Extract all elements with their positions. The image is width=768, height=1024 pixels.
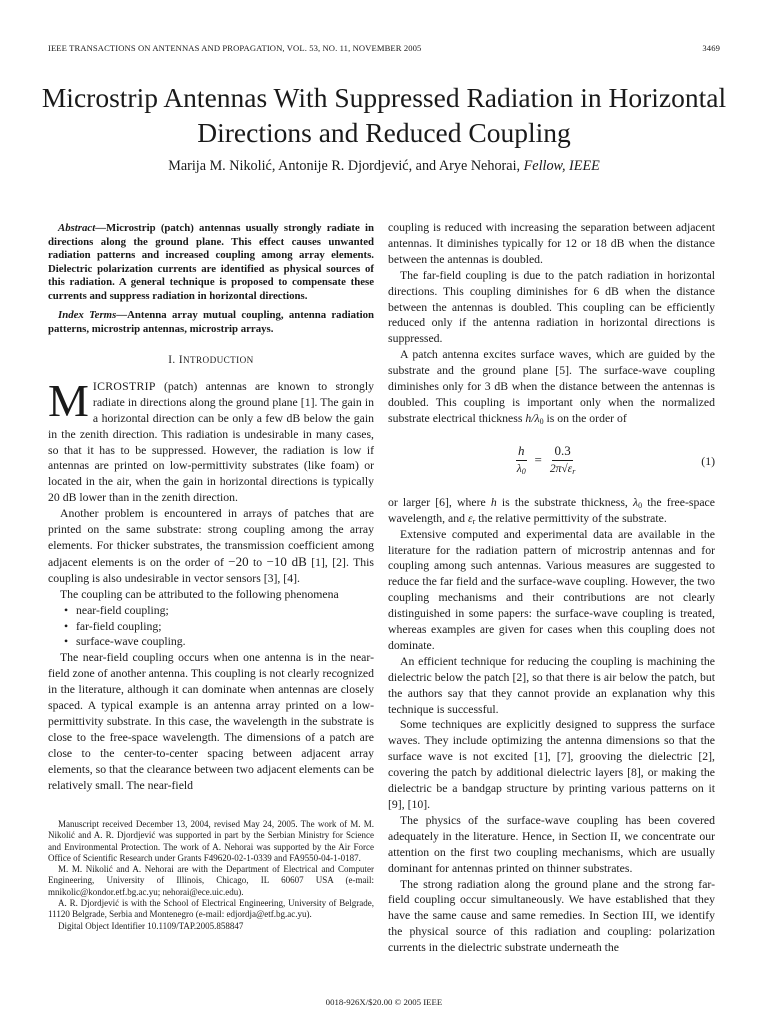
right-paragraph-4-text-c: the free-space wavelength, and	[388, 495, 715, 525]
math-minus-20: −20	[228, 553, 249, 569]
math-db-unit: dB	[286, 553, 307, 569]
intro-paragraph-3: The coupling can be attributed to the following phenomena	[60, 587, 339, 601]
author-grade: Fellow, IEEE	[523, 158, 600, 174]
section-numeral: I. I	[168, 354, 183, 366]
author-names: Marija M. Nikolić, Antonije R. Djordjević, and Arye Nehorai,	[168, 158, 521, 174]
intro-paragraph-1-text: (patch) antennas are known to strongly radiate in directions along the ground plane [1]. The gain in a horizontal direction can be only a few dB below the gain in the zenith direction. This radiation is undesirable in many cases, so that it has to be suppressed. However, the radiation is low if antennas are printed on low-permittivity substrates (like foam) or located in the air, when the gain in horizontal directions is typically 20 dB lower than in the zenith direction.	[48, 379, 374, 505]
right-paragraph-7: Some techniques are explicitly designed to suppress the surface waves. They include optimizing the antenna dimensions so that the surface wave is not excited [1], [7], grooving the dielectric [2], covering the patch by additional dielectric layers [8], or making the dielectric be a bandgap structure by printing various patterns on it [9], [10].	[388, 718, 715, 811]
section-heading-introduction	[48, 353, 374, 369]
equation-lhs-numerator: h	[516, 443, 527, 461]
intro-capitalized-word: ICROSTRIP	[92, 379, 156, 393]
equation-rhs-fraction	[550, 443, 575, 478]
equation-lhs-fraction	[516, 443, 527, 478]
abstract-label: Abstract	[58, 222, 96, 234]
right-paragraph-6: An efficient technique for reducing the coupling is machining the dielectric below the patch [2], so that there is air below the patch, but the authors say that they cannot provide an explanation why this technique is successful.	[388, 654, 715, 716]
footnote-affiliation-2: A. R. Djordjević is with the School of Electrical Engineering, University of Belgrade, 11120 Belgrade, Serbia and Montenegro (e-mail: edjordja@etf.bg.ac.yu).	[48, 898, 374, 920]
intro-paragraph-2	[48, 506, 374, 587]
equation-epsilon-subscript: r	[572, 466, 576, 476]
equation-rhs-denominator	[550, 461, 575, 478]
abstract-separator: —	[95, 222, 106, 234]
author-line	[40, 158, 728, 175]
intro-paragraph-1	[48, 374, 374, 506]
abstract-text: Microstrip (patch) antennas usually strongly radiate in directions along the ground plane. This effect causes unwanted radiation patterns and increased coupling among array elements. Dielectric polarization currents are identified as physical sources of this radiation. A general technique is proposed to compensate these currents and suppress radiation in horizontal directions.	[48, 222, 374, 302]
right-paragraph-3-text-b: is on the order of	[543, 411, 627, 425]
right-paragraph-4-text-a: or larger [6], where	[388, 495, 491, 509]
equation-two-pi: 2π	[549, 462, 562, 475]
left-column	[48, 220, 374, 793]
footnote-manuscript: Manuscript received December 13, 2004, revised May 24, 2005. The work of M. M. Nikolić and A. R. Djordjević was supported in part by the Serbian Ministry for Science and Environmental Protection. The work of A. Nehorai was supported by the Air Force Office of Scientific Research under Grants F49620-02-1-0339 and FA9550-04-1-0187.	[48, 819, 374, 863]
math-epsilon: ε	[467, 511, 473, 525]
copyright-line: 0018-926X/$20.00 © 2005 IEEE	[325, 997, 443, 1007]
equation-number: (1)	[701, 454, 715, 468]
right-paragraph-4	[388, 495, 715, 527]
right-paragraph-9: The strong radiation along the ground plane and the strong far-field coupling occur simultaneously. We have established that they have the same cause and same remedies. In Section III, we identify the physical source of this radiation and coupling: polarization currents in the dielectric substrate underneath the	[388, 877, 715, 955]
equation-1	[388, 441, 715, 485]
index-terms-label: Index Terms	[58, 309, 117, 321]
section-heading-smallcaps: NTRODUCTION	[182, 355, 254, 365]
intro-paragraph-2-text-a: Another problem is encountered in arrays of patches that are printed on the same substrate: strong coupling among the array elements. For thicker substrates, the transmission coefficient among adjacent elements is on the order of	[48, 507, 374, 569]
list-item: • far-field coupling;	[64, 619, 374, 635]
math-minus-10: −10	[266, 553, 287, 569]
equation-lambda: λ	[516, 462, 522, 475]
list-item: • surface-wave coupling.	[64, 634, 374, 650]
math-h: h	[490, 495, 497, 509]
coupling-list	[48, 603, 374, 651]
equation-lambda-subscript: 0	[521, 466, 526, 476]
math-epsilon-subscript: r	[472, 516, 476, 526]
page-number: 3469	[702, 43, 720, 53]
right-column	[388, 220, 715, 956]
intro-paragraph-4: The near-field coupling occurs when one antenna is in the near-field zone of another antenna. This coupling is not clearly recognized in the literature, although it can dominate when antennas are closely spaced. A typical example is an antenna array printed on a low-permittivity substrate. In this case, the wavelength in the substrate is close to the free-space wavelength. The dimensions of a patch are close to the center-to-center spacing between adjacent array elements, so that the clearance between two adjacent elements can be relatively small. The near-field	[48, 651, 374, 792]
right-paragraph-3	[388, 347, 715, 427]
math-h-over-lambda: h/λ	[525, 411, 540, 425]
index-terms-separator: —	[116, 309, 128, 321]
index-terms-text: Antenna array mutual coupling, antenna radiation patterns, microstrip antennas, microstrip arrays.	[48, 309, 374, 335]
right-paragraph-4-text-d: the relative permittivity of the substrate.	[475, 511, 667, 525]
journal-header: IEEE TRANSACTIONS ON ANTENNAS AND PROPAGATION, VOL. 53, NO. 11, NOVEMBER 2005	[48, 43, 422, 53]
paper-title: Microstrip Antennas With Suppressed Radiation in Horizontal Directions and Reduced Coupling	[41, 82, 727, 148]
list-item: • near-field coupling;	[64, 603, 374, 619]
abstract	[48, 222, 374, 303]
equation-lhs-denominator	[517, 461, 526, 478]
equation-rhs-numerator: 0.3	[552, 443, 572, 461]
equation-body	[512, 443, 579, 478]
footnote-affiliation-1: M. M. Nikolić and A. Nehorai are with the Department of Electrical and Computer Engineering, University of Illinois, Chicago, IL 60607 USA (e-mail: mnikolic@kondor.etf.bg.ac.yu; nehorai@ece.uic.edu).	[48, 864, 374, 897]
math-lambda: λ	[633, 495, 639, 509]
math-lambda-subscript: 0	[638, 500, 643, 510]
intro-paragraph-2-text-b: [1], [2]. This coupling is also undesirable in vector sensors [3], [4].	[48, 555, 374, 585]
math-subscript: 0	[539, 416, 544, 426]
footnotes	[48, 819, 374, 932]
index-terms	[48, 309, 374, 336]
intro-paragraph-2-to: to	[248, 555, 267, 569]
equation-sqrt-epsilon: √ε	[561, 462, 573, 475]
right-paragraph-4-text-b: is the substrate thickness,	[496, 495, 633, 509]
equation-equals: =	[534, 452, 542, 468]
drop-cap: M	[48, 374, 89, 426]
right-paragraph-8: The physics of the surface-wave coupling has been covered adequately in the literature. Hence, in Section II, we concentrate our attention on the first two coupling mechanisms, which are usually dominant for antennas printed on thinner substrates.	[388, 813, 715, 875]
footnote-doi: Digital Object Identifier 10.1109/TAP.2005.858847	[58, 920, 244, 931]
right-paragraph-3-text-a: A patch antenna excites surface waves, which are guided by the substrate and the ground plane [5]. The surface-wave coupling diminishes only for 3 dB when the distance between the antennas is doubled. This coupling is important only when the normalized substrate electrical thickness	[388, 348, 715, 425]
right-paragraph-5: Extensive computed and experimental data are available in the literature for the radiation pattern of microstrip antennas and for coupling among such antennas. Various measures are suggested to reduce the far field and the surface-wave coupling. However, the two coupling mechanisms and their contributions are not clearly distinguished in some papers: the surface-wave coupling is treated, whereas examples are given for cases when this coupling does not dominate.	[388, 527, 715, 652]
right-paragraph-2: The far-field coupling is due to the patch radiation in horizontal directions. This coupling diminishes for 6 dB when the distance between the antennas is doubled. This coupling can be efficiently reduced only if the antenna radiation in horizontal directions is suppressed.	[388, 268, 715, 346]
right-paragraph-1: coupling is reduced with increasing the separation between adjacent antennas. It diminishes typically for 12 or 18 dB when the distance between the antennas is doubled.	[388, 221, 715, 266]
running-head	[48, 43, 720, 53]
